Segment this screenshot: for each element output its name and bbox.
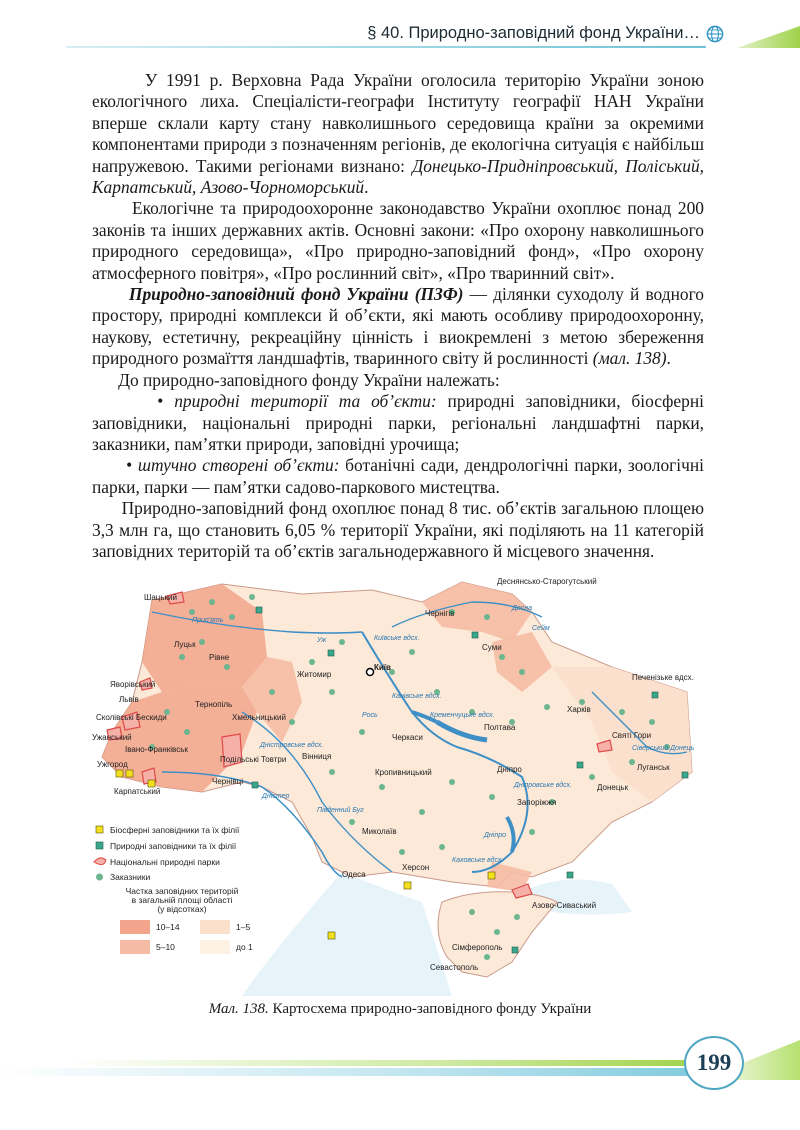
paragraph-5 bbox=[92, 498, 704, 562]
city-label: Хмельницький bbox=[232, 713, 286, 722]
city-label: Сімферополь bbox=[452, 943, 503, 952]
river-label: Уж bbox=[317, 637, 327, 644]
reserve-square bbox=[252, 782, 258, 788]
city-label: Харків bbox=[567, 705, 591, 714]
reservoir-label: Дністровське вдсх. bbox=[260, 742, 324, 749]
legend-zakaznyk-label: Заказники bbox=[110, 872, 151, 882]
figure-ref: (мал. 138) bbox=[592, 348, 667, 369]
zakaznyk-dot bbox=[629, 759, 635, 765]
city-label: Луцьк bbox=[174, 640, 196, 649]
legend-cat4-swatch bbox=[200, 940, 230, 954]
biosphere-square bbox=[148, 780, 155, 787]
city-label: Чернівці bbox=[212, 777, 244, 786]
city-label: Миколаїв bbox=[362, 827, 397, 836]
zakaznyk-dot bbox=[359, 729, 365, 735]
paragraph-1 bbox=[92, 70, 704, 198]
city-label: Луганськ bbox=[637, 763, 670, 772]
zakaznyk-dot bbox=[489, 794, 495, 800]
legend-cat1-swatch bbox=[120, 920, 150, 934]
legend-biosphere-label: Біосферні заповідники та їх філії bbox=[110, 825, 240, 835]
zakaznyk-dot bbox=[189, 609, 195, 615]
reservoir-label: Кременчуцьке вдсх. bbox=[430, 712, 495, 719]
zakaznyk-dot bbox=[269, 689, 275, 695]
list-item-2: • штучно створені об’єкти: ботанічні сади, дендрологічні парки, зоологічні парки, парки — пам’ятки садово-паркового мистецтва. bbox=[92, 455, 704, 497]
li1-term: природні території та об’єкти: bbox=[174, 391, 437, 412]
reservoir-label: Київське вдсх. bbox=[374, 635, 420, 642]
zakaznyk-dot bbox=[544, 704, 550, 710]
river-label: Сейм bbox=[532, 625, 550, 632]
zakaznyk-dot bbox=[499, 654, 505, 660]
zakaznyk-dot bbox=[199, 639, 205, 645]
zakaznyk-dot bbox=[349, 819, 355, 825]
park-label: Печенізьке вдсх. bbox=[632, 673, 694, 682]
zakaznyk-dot bbox=[329, 769, 335, 775]
legend-zakaznyk-swatch bbox=[96, 874, 103, 881]
city-label: Запоріжжя bbox=[517, 798, 557, 807]
park-label: Сколівські Бескиди bbox=[96, 713, 167, 722]
biosphere-square bbox=[488, 872, 495, 879]
reserve-square bbox=[577, 762, 583, 768]
zakaznyk-dot bbox=[649, 719, 655, 725]
reserve-square bbox=[512, 947, 518, 953]
city-label: Кропивницький bbox=[375, 768, 432, 777]
city-label: Львів bbox=[119, 695, 139, 704]
legend-biosphere-swatch bbox=[96, 826, 103, 833]
zakaznyk-dot bbox=[519, 669, 525, 675]
zakaznyk-dot bbox=[184, 729, 190, 735]
zakaznyk-dot bbox=[449, 779, 455, 785]
legend-cat4-label: до 1 bbox=[236, 942, 253, 952]
legend-cat2-swatch bbox=[120, 940, 150, 954]
zakaznyk-dot bbox=[484, 614, 490, 620]
caption-label: Мал. 138. bbox=[208, 1001, 269, 1017]
p4-text: До природно-заповідного фонду України належать: bbox=[118, 369, 500, 390]
biosphere-square bbox=[404, 882, 411, 889]
city-label: Суми bbox=[482, 643, 502, 652]
legend-share-title-3: (у відсотках) bbox=[157, 904, 207, 914]
park-label: Подільські Товтри bbox=[220, 755, 287, 764]
legend-cat1-label: 10–14 bbox=[156, 922, 180, 932]
legend-share-title-1: Частка заповідних територій bbox=[125, 886, 239, 896]
page-number: 199 bbox=[684, 1036, 744, 1090]
legend-share-title-2: в загальній площі області bbox=[131, 895, 233, 905]
biosphere-square bbox=[126, 770, 133, 777]
river-label: Дністер bbox=[262, 793, 290, 800]
ukraine-pzf-map bbox=[92, 572, 704, 996]
river-label: Десна bbox=[512, 605, 532, 612]
biosphere-square bbox=[328, 932, 335, 939]
paragraph-3 bbox=[92, 284, 704, 370]
city-label: Донецьк bbox=[597, 783, 629, 792]
city-label: Севастополь bbox=[430, 963, 479, 972]
reserve-square bbox=[682, 772, 688, 778]
zakaznyk-dot bbox=[379, 784, 385, 790]
zakaznyk-dot bbox=[589, 774, 595, 780]
legend-natural-label: Природні заповідники та їх філії bbox=[110, 841, 237, 851]
zakaznyk-dot bbox=[494, 929, 500, 935]
zakaznyk-dot bbox=[469, 909, 475, 915]
reserve-square bbox=[256, 607, 262, 613]
park-label: Яворівський bbox=[110, 680, 156, 689]
reservoir-label: Канівське вдсх. bbox=[392, 693, 442, 700]
footer-stripe-green bbox=[66, 1060, 706, 1066]
city-label: Тернопіль bbox=[195, 700, 233, 709]
reservoir-label: Дніпровське вдсх. bbox=[514, 782, 572, 789]
zakaznyk-dot bbox=[399, 849, 405, 855]
legend-cat3-swatch bbox=[200, 920, 230, 934]
zakaznyk-dot bbox=[289, 719, 295, 725]
river-label: Прип’ять bbox=[192, 617, 224, 624]
p1-end: . bbox=[364, 177, 369, 198]
li1-text: природні заповідники, біосферні заповідники, національні природні парки, регіональні ландшафтні парки, заказники, пам’ятки природи, заповідні урочища; bbox=[92, 391, 704, 454]
river-label: Сіверський Донець bbox=[632, 745, 695, 752]
zakaznyk-dot bbox=[339, 639, 345, 645]
list-item-1: • природні території та об’єкти: природні заповідники, біосферні заповідники, національні природні парки, регіональні ландшафтні парки, заказники, пам’ятки природи, заповідні урочища; bbox=[92, 391, 704, 454]
pzf-term: Природно-заповідний фонд України (ПЗФ) bbox=[128, 284, 464, 305]
legend-natural-swatch bbox=[96, 842, 103, 849]
city-label: Житомир bbox=[297, 670, 332, 679]
footer-stripe-blue bbox=[0, 1068, 706, 1076]
paragraph-4 bbox=[92, 370, 704, 391]
zakaznyk-dot bbox=[229, 614, 235, 620]
biosphere-square bbox=[116, 770, 123, 777]
park-label: Деснянсько-Старогутський bbox=[497, 577, 597, 586]
city-label: Черкаси bbox=[392, 733, 423, 742]
li2-text: ботанічні сади, дендрологічні парки, зоологічні парки, парки — пам’ятки садово-паркового мистецтва. bbox=[92, 455, 704, 497]
city-label: Київ bbox=[374, 663, 391, 672]
p2-text: Екологічне та природоохоронне законодавство України охоплює понад 200 законів та інших державних актів. Основні закони: «Про охорону навколишнього природного середовища», «Про природно-заповідний фонд», «Про охорону атмосферного повітря», «Про рослинний світ», «Про тваринний світ». bbox=[92, 198, 704, 283]
park-label: Шацький bbox=[144, 593, 177, 602]
zakaznyk-dot bbox=[409, 649, 415, 655]
zakaznyk-dot bbox=[439, 844, 445, 850]
legend-park-label: Національні природні парки bbox=[110, 857, 220, 867]
city-label: Чернігів bbox=[425, 609, 455, 618]
river-label: Південний Буг bbox=[317, 807, 364, 814]
river-label: Рось bbox=[362, 712, 378, 719]
park-label: Святі Гори bbox=[612, 731, 652, 740]
reserve-square bbox=[472, 632, 478, 638]
pzf-definition: — ділянки суходолу й водного простору, природні комплекси й об’єкти, які мають особливу природоохоронну, наукову, естетичну, рекреаційну цінність і виокремлені з метою збереження природного розмаїття ландшафтів, тваринного світу й рослинності bbox=[92, 284, 704, 369]
figure-caption bbox=[0, 1001, 800, 1018]
section-title: § 40. Природно-заповідний фонд України… bbox=[367, 24, 700, 42]
globe-icon bbox=[706, 25, 724, 43]
park-label: Карпатський bbox=[114, 787, 161, 796]
zakaznyk-dot bbox=[619, 709, 625, 715]
zakaznyk-dot bbox=[529, 829, 535, 835]
zakaznyk-dot bbox=[419, 809, 425, 815]
li2-term: штучно створені об’єкти: bbox=[137, 455, 340, 476]
city-label: Ужгород bbox=[97, 760, 128, 769]
p1-text: У 1991 р. Верховна Рада України оголосила територію України зоною екологічного лиха. Спеціалісти-географи Інституту географії НАН України вперше склали карту стану навколишнього середовища країни за окремими компонентами природи з позначенням регіонів, де екологічна ситуація є найбільш напружевою. Такими регіонами визнано: bbox=[92, 70, 704, 176]
zakaznyk-dot bbox=[179, 654, 185, 660]
zakaznyk-dot bbox=[224, 664, 230, 670]
zakaznyk-dot bbox=[514, 914, 520, 920]
city-label: Вінниця bbox=[302, 752, 332, 761]
city-label: Івано-Франківськ bbox=[125, 745, 188, 754]
capital-marker bbox=[367, 669, 374, 676]
zakaznyk-dot bbox=[484, 954, 490, 960]
park-label: Азово-Сиваський bbox=[532, 901, 597, 910]
p3-end: . bbox=[666, 348, 671, 369]
city-label: Полтава bbox=[484, 723, 516, 732]
city-label: Дніпро bbox=[497, 765, 522, 774]
city-label: Херсон bbox=[402, 863, 430, 872]
zakaznyk-dot bbox=[329, 689, 335, 695]
reserve-square bbox=[567, 872, 573, 878]
city-label: Одеса bbox=[342, 870, 366, 879]
paragraph-2 bbox=[92, 198, 704, 284]
reserve-square bbox=[652, 692, 658, 698]
p5-text: Природно-заповідний фонд охоплює понад 8 тис. об’єктів загальною площею 3,3 млн га, що становить 6,05 % території України, які поділяють на 11 категорій заповідних територій та об’єктів загальнодержавного й місцевого значення. bbox=[92, 498, 704, 561]
zakaznyk-dot bbox=[249, 594, 255, 600]
p1-regions: Донецько-Придніпровський, Поліський, Карпатський, Азово-Чорноморський bbox=[92, 155, 704, 198]
reserve-square bbox=[328, 650, 334, 656]
body-text bbox=[92, 70, 704, 562]
city-label: Рівне bbox=[209, 653, 230, 662]
river-label: Дніпро bbox=[484, 832, 506, 839]
zakaznyk-dot bbox=[209, 599, 215, 605]
legend-cat3-label: 1–5 bbox=[236, 922, 251, 932]
reservoir-label: Каховське вдсх. bbox=[452, 857, 504, 864]
legend-cat2-label: 5–10 bbox=[156, 942, 175, 952]
zakaznyk-dot bbox=[309, 659, 315, 665]
header-rule bbox=[66, 46, 706, 48]
park-label: Ужанський bbox=[92, 733, 132, 742]
caption-text: Картосхема природно-заповідного фонду України bbox=[268, 1001, 592, 1017]
